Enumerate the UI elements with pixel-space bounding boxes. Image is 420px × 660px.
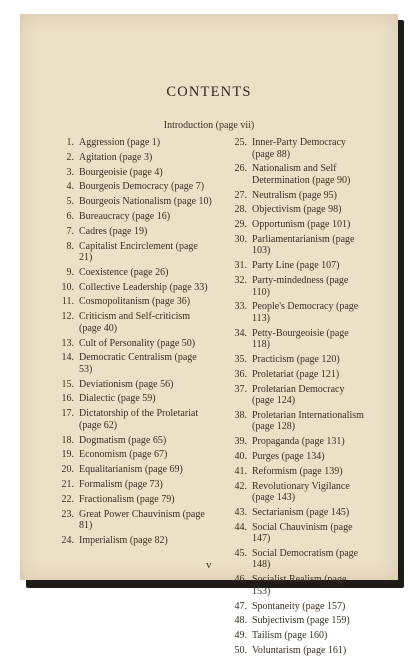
contents-entry	[52, 464, 212, 476]
book-page	[20, 14, 398, 656]
entry-number: 37.	[234, 383, 247, 395]
entry-number: 27.	[234, 189, 247, 201]
entry-number: 39.	[234, 436, 247, 448]
entry-title: Nationalism and Self Determination (page 90)	[252, 163, 351, 186]
entry-number: 25.	[234, 137, 247, 148]
entry-number: 21.	[61, 478, 74, 490]
entry-number: 15.	[61, 378, 74, 390]
entry-title: Bourgeois Nationalism (page 10)	[79, 196, 212, 208]
entry-number: 42.	[234, 480, 247, 492]
entry-number: 5.	[66, 196, 74, 208]
contents-entry	[52, 226, 212, 238]
contents-entry	[52, 211, 212, 223]
contents-entry	[52, 449, 212, 461]
entry-title: Neutralism (page 95)	[252, 189, 337, 201]
entry-title: Dogmatism (page 65)	[79, 434, 167, 446]
contents-entry	[52, 311, 212, 334]
entry-number: 33.	[234, 301, 247, 313]
entry-title: Coexistence (page 26)	[79, 266, 169, 278]
entry-number: 13.	[61, 337, 74, 349]
entry-number: 16.	[61, 393, 74, 405]
entry-number: 20.	[61, 464, 74, 476]
contents-entry	[52, 241, 212, 264]
entry-title: Tailism (page 160)	[252, 630, 328, 642]
contents-entry	[225, 436, 367, 448]
entry-title: Formalism (page 73)	[79, 478, 163, 490]
contents-column-right	[225, 137, 367, 660]
contents-entry	[52, 152, 212, 164]
contents-entry	[225, 204, 367, 216]
entry-title: Great Power Chauvinism (page 81)	[79, 508, 205, 532]
entry-title: Reformism (page 139)	[252, 465, 343, 477]
contents-entry	[225, 615, 367, 627]
entry-title: Cosmopolitanism (page 36)	[79, 296, 191, 308]
entry-title: Voluntarism (page 161)	[252, 644, 347, 656]
entry-number: 36.	[234, 368, 247, 380]
entry-title: Inner-Party Democracy (page 88)	[252, 137, 346, 160]
entry-title: Subjectivism (page 159)	[252, 615, 350, 627]
entry-title: Cult of Personality (page 50)	[79, 337, 196, 349]
entry-number: 24.	[61, 534, 74, 546]
entry-number: 35.	[234, 353, 247, 365]
contents-entry	[225, 234, 367, 257]
contents-entry	[52, 267, 212, 279]
entry-number: 31.	[234, 260, 247, 272]
entry-title: Practicism (page 120)	[252, 353, 340, 365]
contents-entry	[52, 352, 212, 375]
entry-title: Deviationism (page 56)	[79, 378, 174, 390]
entry-title: Social Chauvinism (page 147)	[252, 521, 353, 545]
contents-entry	[52, 535, 212, 547]
entry-title: Parliamentarianism (page 103)	[252, 233, 355, 257]
contents-entry	[52, 509, 212, 532]
entry-number: 29.	[234, 219, 247, 231]
entry-title: Bourgeoisie (page 4)	[79, 166, 163, 178]
entry-title: Dialectic (page 59)	[79, 393, 156, 405]
entry-title: Petty-Bourgeoisie (page 118)	[252, 327, 349, 351]
contents-entry	[52, 479, 212, 491]
contents-entry	[225, 451, 367, 463]
contents-entry	[225, 275, 367, 298]
entry-title: Criticism and Self-criticism (page 40)	[79, 311, 191, 334]
entry-title: Fractionalism (page 79)	[79, 493, 175, 505]
contents-entry	[225, 219, 367, 231]
entry-number: 49.	[234, 630, 247, 642]
entry-title: Cadres (page 19)	[79, 225, 148, 237]
entry-number: 11.	[61, 296, 74, 308]
entry-number: 4.	[66, 181, 74, 193]
entry-title: People's Democracy (page 113)	[252, 301, 359, 324]
entry-number: 47.	[234, 600, 247, 612]
contents-entry	[225, 354, 367, 366]
entry-title: Proletariat (page 121)	[252, 368, 340, 380]
entry-number: 14.	[61, 352, 74, 364]
contents-entry	[52, 137, 212, 149]
entry-title: Social Democratism (page 148)	[252, 547, 359, 571]
entry-number: 38.	[234, 409, 247, 421]
entry-number: 1.	[66, 137, 74, 148]
entry-number: 44.	[234, 521, 247, 533]
entry-number: 28.	[234, 204, 247, 216]
entry-title: Spontaneity (page 157)	[252, 600, 346, 612]
entry-number: 6.	[66, 210, 74, 222]
contents-entry	[52, 408, 212, 431]
contents-entry	[225, 163, 367, 186]
intro-entry: Introduction (page vii)	[163, 120, 255, 131]
entry-title: Party Line (page 107)	[252, 260, 340, 272]
entry-number: 8.	[66, 240, 74, 252]
contents-entry	[52, 167, 212, 179]
contents-entry	[225, 301, 367, 324]
entry-title: Capitalist Encirclement (page 21)	[79, 240, 198, 264]
entry-number: 19.	[61, 449, 74, 461]
contents-entry	[225, 410, 367, 433]
entry-number: 22.	[61, 493, 74, 505]
contents-entry	[52, 393, 212, 405]
entry-number: 43.	[234, 506, 247, 518]
contents-entry	[225, 481, 367, 504]
contents-entry	[225, 137, 367, 160]
entry-number: 9.	[66, 266, 74, 278]
contents-entry	[52, 494, 212, 506]
entry-title: Opportunism (page 101)	[252, 219, 351, 231]
entry-title: Dictatorship of the Proletariat (page 62)	[79, 408, 199, 431]
contents-entry	[225, 369, 367, 381]
entry-title: Democratic Centralism (page 53)	[79, 352, 197, 375]
entry-number: 10.	[61, 281, 74, 293]
entry-number: 45.	[234, 547, 247, 559]
entry-number: 7.	[66, 225, 74, 237]
contents-entry	[225, 466, 367, 478]
contents-entry	[225, 328, 367, 351]
contents-entry	[225, 384, 367, 407]
entry-title: Economism (page 67)	[79, 449, 168, 461]
contents-entry	[52, 296, 212, 308]
contents-entry	[52, 379, 212, 391]
contents-entry	[225, 601, 367, 613]
entry-number: 40.	[234, 450, 247, 462]
contents-entry	[225, 190, 367, 202]
entry-title: Bourgeois Democracy (page 7)	[79, 181, 205, 193]
contents-entry	[52, 338, 212, 350]
contents-entry	[52, 196, 212, 208]
entry-title: Bureaucracy (page 16)	[79, 210, 171, 222]
contents-entry	[225, 507, 367, 519]
entry-number: 50.	[234, 644, 247, 656]
entry-title: Purges (page 134)	[252, 450, 325, 462]
entry-title: Revolutionary Vigilance (page 143)	[252, 480, 350, 504]
entry-number: 30.	[234, 233, 247, 245]
entry-number: 23.	[61, 508, 74, 520]
entry-number: 46.	[234, 574, 247, 586]
entry-number: 12.	[61, 311, 74, 323]
page-title: CONTENTS	[166, 84, 252, 100]
contents-entry	[52, 282, 212, 294]
contents-entry	[52, 181, 212, 193]
contents-entry	[225, 645, 367, 657]
entry-title: Equalitarianism (page 69)	[79, 464, 183, 476]
entry-title: Objectivism (page 98)	[252, 204, 342, 216]
entry-number: 32.	[234, 275, 247, 287]
entry-number: 34.	[234, 327, 247, 339]
entry-number: 41.	[234, 465, 247, 477]
contents-entry	[225, 574, 367, 597]
entry-number: 17.	[61, 408, 74, 420]
entry-number: 18.	[61, 434, 74, 446]
entry-title: Propaganda (page 131)	[252, 436, 345, 448]
entry-title: Party-mindedness (page 110)	[252, 275, 349, 298]
entry-number: 3.	[66, 166, 74, 178]
entry-number: 48.	[234, 615, 247, 627]
entry-title: Aggression (page 1)	[79, 137, 161, 148]
contents-entry	[225, 522, 367, 545]
contents-entry	[52, 435, 212, 447]
entry-title: Imperialism (page 82)	[79, 534, 168, 546]
entry-title: Agitation (page 3)	[79, 151, 153, 163]
entry-number: 2.	[66, 151, 74, 163]
entry-title: Socialist Realism (page 153)	[252, 574, 347, 597]
contents-column-left	[52, 137, 212, 550]
entry-title: Sectarianism (page 145)	[252, 506, 350, 518]
entry-title: Proletarian Democracy (page 124)	[252, 383, 345, 407]
contents-entry	[225, 630, 367, 642]
entry-title: Proletarian Internationalism (page 128)	[252, 409, 364, 433]
entry-title: Collective Leadership (page 33)	[79, 281, 208, 293]
entry-number: 26.	[234, 163, 247, 175]
contents-entry	[225, 260, 367, 272]
page-number: v	[206, 559, 212, 571]
